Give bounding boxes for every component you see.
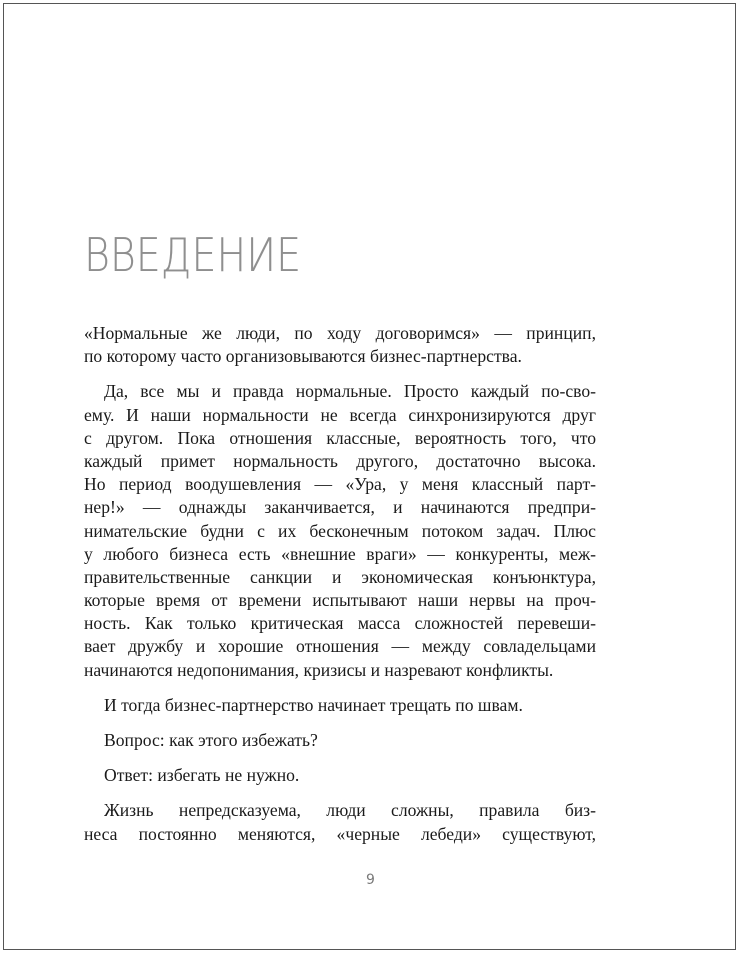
text-line: каждый примет нормальность другого, достаточно высока. bbox=[84, 450, 596, 471]
text-line: нер!» — однажды заканчивается, и начинаются предпри- bbox=[84, 497, 596, 518]
body-text bbox=[84, 322, 596, 846]
text-line: Жизнь непредсказуема, люди сложны, правила биз- bbox=[104, 800, 596, 821]
text-line: по которому часто организовываются бизнес-партнерства. bbox=[84, 346, 522, 367]
chapter-heading: ВВЕДЕНИЕ bbox=[84, 228, 302, 282]
text-line: которые время от времени испытывают наши нервы на проч- bbox=[84, 590, 596, 611]
text-line: ему. И наши нормальности не всегда синхронизируются друг bbox=[84, 404, 596, 425]
text-line: ность. Как только критическая масса сложностей перевеши- bbox=[84, 613, 596, 634]
text-line: «Нормальные же люди, по ходу договоримся» — принцип, bbox=[84, 323, 596, 343]
text-line: вает дружбу и хорошие отношения — между совладельцами bbox=[84, 636, 596, 657]
text-line: с другом. Пока отношения классные, вероятность того, что bbox=[84, 427, 596, 448]
text-line: начинаются недопонимания, кризисы и назревают конфликты. bbox=[84, 659, 554, 680]
text-line: нимательские будни с их бесконечным потоком задач. Плюс bbox=[84, 520, 596, 541]
text-line: Но период воодушевления — «Ура, у меня классный парт- bbox=[84, 474, 596, 495]
page-number: 9 bbox=[366, 872, 375, 888]
text-line: у любого бизнеса есть «внешние враги» — конкуренты, меж- bbox=[84, 543, 596, 564]
text-line: Вопрос: как этого избежать? bbox=[104, 730, 318, 750]
text-line: Ответ: избегать не нужно. bbox=[104, 765, 300, 786]
text-line: правительственные санкции и экономическая конъюнктура, bbox=[84, 566, 596, 587]
text-line: Да, все мы и правда нормальные. Просто каждый по-сво- bbox=[104, 381, 596, 402]
text-line: неса постоянно меняются, «черные лебеди» существуют, bbox=[84, 823, 596, 844]
text-line: И тогда бизнес-партнерство начинает трещать по швам. bbox=[104, 694, 523, 715]
